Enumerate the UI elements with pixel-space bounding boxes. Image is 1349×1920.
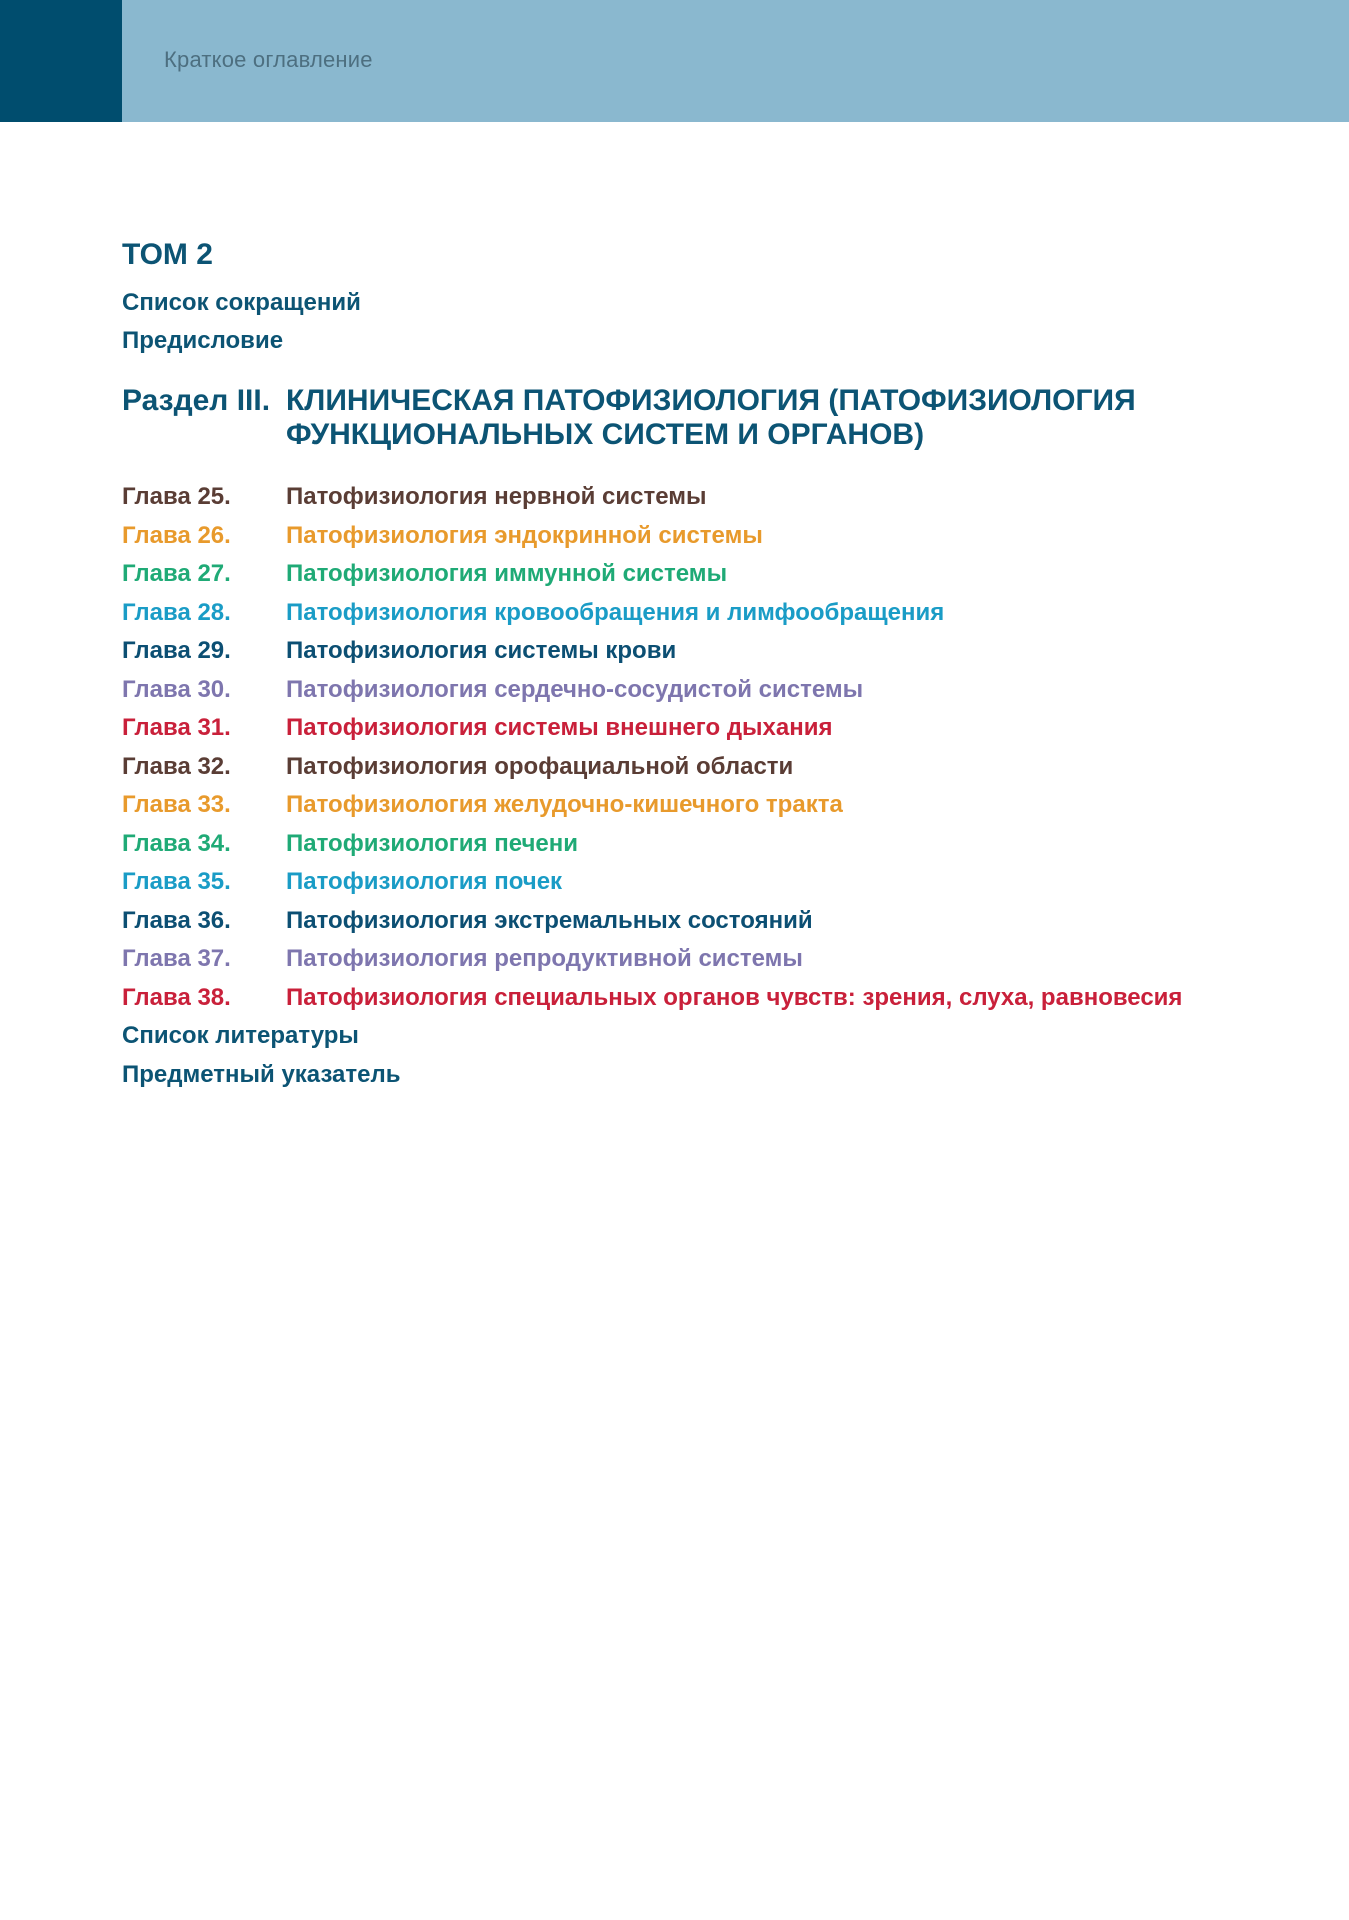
chapter-title: Патофизиология печени bbox=[286, 829, 578, 857]
chapter-number: Глава 25. bbox=[122, 483, 231, 510]
chapter-number: Глава 27. bbox=[122, 560, 231, 587]
chapter-title: Патофизиология системы крови bbox=[286, 637, 677, 664]
chapter-item[interactable] bbox=[122, 979, 1252, 1018]
chapter-item[interactable] bbox=[122, 902, 1252, 941]
chapter-title: Патофизиология эндокринной системы bbox=[286, 521, 763, 549]
chapter-title: Патофизиология репродуктивной системы bbox=[286, 945, 803, 972]
chapter-item[interactable] bbox=[122, 517, 1252, 556]
front-matter-item[interactable]: Список сокращений bbox=[122, 289, 361, 316]
chapter-list bbox=[122, 478, 1252, 1017]
chapter-title: Патофизиология кровообращения и лимфообращения bbox=[286, 598, 945, 626]
chapter-item[interactable] bbox=[122, 632, 1252, 671]
chapter-title: Патофизиология сердечно-сосудистой системы bbox=[286, 675, 864, 703]
chapter-number: Глава 29. bbox=[122, 637, 231, 664]
chapter-item[interactable] bbox=[122, 671, 1252, 710]
page-header bbox=[0, 0, 1349, 122]
chapter-number: Глава 26. bbox=[122, 521, 231, 549]
table-of-contents bbox=[122, 238, 1252, 1094]
chapter-item[interactable] bbox=[122, 863, 1252, 902]
section-title: КЛИНИЧЕСКАЯ ПАТОФИЗИОЛОГИЯ (ПАТОФИЗИОЛОГИЯ ФУНКЦИОНАЛЬНЫХ СИСТЕМ И ОРГАНОВ) bbox=[286, 384, 1136, 451]
chapter-number: Глава 38. bbox=[122, 983, 231, 1011]
header-accent-block bbox=[0, 0, 122, 122]
chapter-number: Глава 33. bbox=[122, 791, 231, 818]
volume-title: ТОМ 2 bbox=[122, 238, 213, 271]
chapter-title: Патофизиология специальных органов чувств: зрения, слуха, равновесия bbox=[286, 983, 1183, 1011]
chapter-number: Глава 31. bbox=[122, 714, 231, 741]
header-title: Краткое оглавление bbox=[164, 47, 373, 72]
front-matter-list bbox=[122, 284, 1252, 360]
chapter-number: Глава 36. bbox=[122, 906, 231, 934]
chapter-item[interactable] bbox=[122, 748, 1252, 787]
chapter-item[interactable] bbox=[122, 786, 1252, 825]
section-heading bbox=[122, 384, 1252, 452]
chapter-number: Глава 32. bbox=[122, 752, 231, 780]
chapter-title: Патофизиология желудочно-кишечного тракта bbox=[286, 791, 843, 818]
chapter-number: Глава 35. bbox=[122, 868, 231, 895]
chapter-item[interactable] bbox=[122, 594, 1252, 633]
chapter-title: Патофизиология экстремальных состояний bbox=[286, 906, 813, 934]
chapter-item[interactable] bbox=[122, 478, 1252, 517]
chapter-title: Патофизиология системы внешнего дыхания bbox=[286, 714, 833, 741]
chapter-number: Глава 30. bbox=[122, 675, 231, 703]
back-matter-item[interactable]: Список литературы bbox=[122, 1022, 359, 1049]
chapter-item[interactable] bbox=[122, 940, 1252, 979]
back-matter-list bbox=[122, 1017, 1252, 1094]
back-matter-item[interactable]: Предметный указатель bbox=[122, 1060, 401, 1088]
chapter-number: Глава 37. bbox=[122, 945, 231, 972]
chapter-item[interactable] bbox=[122, 709, 1252, 748]
chapter-number: Глава 28. bbox=[122, 598, 231, 626]
front-matter-item[interactable]: Предисловие bbox=[122, 327, 284, 354]
chapter-item[interactable] bbox=[122, 825, 1252, 864]
chapter-item[interactable] bbox=[122, 555, 1252, 594]
chapter-title: Патофизиология орофациальной области bbox=[286, 752, 794, 780]
chapter-title: Патофизиология нервной системы bbox=[286, 483, 707, 510]
chapter-title: Патофизиология иммунной системы bbox=[286, 560, 728, 587]
section-number: Раздел III. bbox=[122, 384, 271, 417]
chapter-number: Глава 34. bbox=[122, 829, 231, 857]
chapter-title: Патофизиология почек bbox=[286, 868, 563, 895]
